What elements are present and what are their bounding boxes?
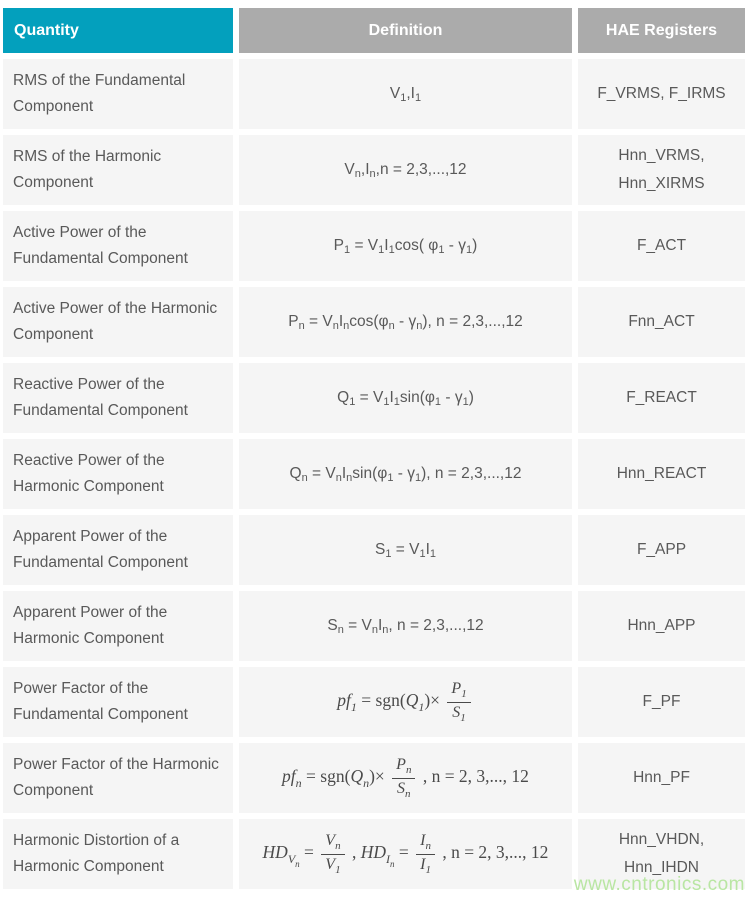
subscript: 1: [387, 471, 394, 484]
definition-formula: [263, 832, 549, 876]
formula-text: = V: [350, 236, 379, 254]
quantity-text: Power Factor of the Harmonic Component: [13, 755, 219, 799]
register-line: Hnn_APP: [627, 617, 696, 635]
subscript: n: [405, 787, 411, 800]
formula-text: , n = 2,3,...,12: [388, 616, 484, 634]
fraction-numerator: [447, 680, 470, 703]
formula-text: - γ: [444, 236, 467, 254]
definition-formula: [375, 541, 436, 560]
definition-formula: [290, 465, 522, 484]
formula-text: S: [452, 703, 461, 721]
registers-text: [628, 308, 694, 336]
formula-text: ,: [347, 842, 361, 863]
quantity-text: Active Power of the Fundamental Component: [13, 223, 188, 267]
quantity-cell: [3, 135, 233, 205]
register-line: Hnn_VHDN,: [618, 831, 705, 849]
subscript: 1: [461, 687, 467, 700]
register-line: Hnn_XIRMS: [618, 175, 705, 192]
formula-text: pf: [282, 766, 296, 787]
fraction: [416, 832, 435, 876]
register-line: F_APP: [636, 541, 687, 559]
fraction-numerator: [416, 832, 435, 855]
formula-text: cos(φ: [349, 312, 389, 330]
registers-text: [626, 384, 697, 412]
register-line: Hnn_PF: [633, 769, 690, 787]
subscript: I: [385, 852, 390, 867]
subscript: 1: [385, 547, 392, 560]
formula-text: = V: [343, 616, 372, 634]
quantity-cell: [3, 211, 233, 281]
subscript: n: [298, 319, 305, 332]
register-line: F_REACT: [626, 389, 697, 407]
quantity-text: Reactive Power of the Fundamental Component: [13, 375, 188, 419]
registers-cell: [578, 211, 745, 281]
subscript: 1: [414, 471, 422, 484]
formula-text: sin(φ: [352, 464, 388, 482]
quantity-text: Power Factor of the Fundamental Component: [13, 679, 188, 723]
subscript: 1: [388, 243, 395, 256]
fraction: [392, 756, 415, 800]
fraction-denominator: [397, 779, 411, 801]
subscript: n: [363, 776, 370, 791]
registers-text: [597, 80, 725, 108]
subscript: n: [337, 623, 344, 636]
fraction-numerator: [321, 832, 344, 855]
quantity-cell: [3, 667, 233, 737]
subscript: n: [301, 471, 308, 484]
subscript: 1: [344, 243, 351, 256]
register-line: Hnn_REACT: [616, 465, 707, 483]
formula-text: P: [333, 236, 345, 254]
subscript: V: [287, 852, 296, 867]
formula-text: )×: [424, 690, 445, 711]
subscript: 1: [462, 395, 469, 408]
formula-text: ), n = 2,3,...,12: [422, 312, 523, 330]
formula-text: I: [420, 831, 426, 849]
formula-text: )×: [369, 766, 390, 787]
registers-cell: [578, 59, 745, 129]
registers-text: [637, 536, 686, 564]
formula-text: = sgn(: [356, 690, 406, 711]
registers-text: [627, 612, 695, 640]
subscript: 1: [434, 395, 442, 408]
definition-cell: [239, 439, 572, 509]
subscript: n: [295, 859, 300, 870]
subscript: n: [416, 319, 423, 332]
fraction-denominator: [325, 855, 340, 877]
registers-text: [637, 232, 686, 260]
formula-text: Q: [289, 464, 302, 482]
subscript: n: [425, 839, 431, 852]
formula-text: I: [377, 616, 383, 634]
subscript: 1: [438, 243, 445, 256]
subscript: n: [389, 859, 395, 870]
definition-formula: [390, 85, 421, 104]
subscript: n: [343, 319, 350, 332]
definition-cell: [239, 211, 572, 281]
definition-cell: [239, 59, 572, 129]
subscript: 1: [466, 243, 473, 256]
subscript: 1: [460, 711, 466, 724]
registers-cell: [578, 591, 745, 661]
formula-text: Q: [337, 388, 350, 406]
formula-text: I: [341, 464, 347, 482]
definition-formula: [344, 161, 466, 180]
formula-text: ,I: [406, 84, 415, 102]
registers-cell: [578, 363, 745, 433]
register-line: Fnn_ACT: [628, 313, 695, 331]
formula-text: =: [394, 842, 414, 863]
registers-cell: [578, 743, 745, 813]
quantity-cell: [3, 59, 233, 129]
subscript: n: [346, 471, 353, 484]
registers-cell: [578, 667, 745, 737]
subscript: 1: [349, 395, 356, 408]
subscript: 1: [418, 700, 425, 715]
watermark-text: www.cntronics.com: [573, 874, 745, 895]
quantity-cell: [3, 439, 233, 509]
quantity-text: RMS of the Harmonic Component: [13, 147, 162, 191]
fraction-denominator: [420, 855, 431, 877]
formula-text: S: [397, 779, 406, 797]
formula-text: = V: [304, 312, 333, 330]
subscript: n: [369, 167, 376, 180]
formula-text: V: [325, 831, 336, 849]
quantity-cell: [3, 287, 233, 357]
quantity-text: Apparent Power of the Harmonic Component: [13, 603, 168, 647]
registers-cell: [578, 287, 745, 357]
definition-cell: [239, 819, 572, 889]
formula-text: - γ: [393, 464, 415, 482]
formula-text: P: [396, 755, 406, 773]
definition-formula: [288, 313, 523, 332]
register-line: F_PF: [642, 693, 681, 711]
formula-text: , n = 2, 3,..., 12: [437, 842, 549, 863]
quantity-text: Harmonic Distortion of a Harmonic Component: [13, 831, 180, 875]
column-header-quantity: Quantity: [3, 8, 233, 53]
definition-formula: [334, 237, 478, 256]
formula-text: ,I: [360, 160, 370, 178]
definition-cell: [239, 363, 572, 433]
register-line: Hnn_IHDN: [624, 859, 699, 876]
definition-cell: [239, 287, 572, 357]
quantity-cell: [3, 819, 233, 889]
definition-cell: [239, 743, 572, 813]
subscript: 1: [378, 243, 385, 256]
quantity-text: Active Power of the Harmonic Component: [13, 299, 218, 343]
quantity-text: Reactive Power of the Harmonic Component: [13, 451, 165, 495]
subscript: 1: [400, 91, 407, 104]
formula-text: - γ: [394, 312, 417, 330]
formula-text: Q: [405, 690, 419, 711]
formula-text: pf: [337, 690, 351, 711]
subscript: n: [295, 776, 302, 791]
registers-text: [633, 764, 690, 792]
definition-formula: [282, 756, 529, 800]
register-line: F_ACT: [636, 237, 687, 255]
formula-text: = V: [355, 388, 384, 406]
fraction-numerator: [392, 756, 415, 779]
subscript: n: [371, 623, 378, 636]
registers-text: [643, 688, 681, 716]
quantity-cell: [3, 363, 233, 433]
register-line: Hnn_VRMS,: [618, 147, 705, 165]
quantity-text: Apparent Power of the Fundamental Component: [13, 527, 188, 571]
fraction: [321, 832, 344, 876]
subscript: n: [405, 763, 412, 776]
formula-text: =: [299, 842, 319, 863]
quantity-text: RMS of the Fundamental Component: [13, 71, 186, 115]
formula-text: cos( φ: [394, 236, 439, 254]
formula-text: HD: [360, 842, 386, 863]
formula-text: S: [374, 540, 386, 558]
definition-formula: [327, 617, 483, 636]
formula-text: V: [325, 855, 336, 873]
subscript: 1: [425, 863, 431, 876]
formula-text: ): [468, 388, 474, 406]
formula-text: = V: [391, 540, 420, 558]
subscript: n: [332, 319, 339, 332]
formula-text: I: [384, 236, 389, 254]
definition-formula: [337, 680, 473, 724]
formula-text: V: [389, 84, 401, 102]
formula-text: = sgn(: [301, 766, 351, 787]
column-header-hae-registers: HAE Registers: [578, 8, 745, 53]
subscript: n: [335, 839, 341, 852]
registers-text: [618, 142, 704, 198]
formula-text: , n = 2, 3,..., 12: [418, 766, 529, 787]
subscript: 1: [350, 700, 357, 715]
registers-text: [617, 460, 707, 488]
subscript: n: [382, 623, 389, 636]
definition-cell: [239, 667, 572, 737]
quantity-cell: [3, 515, 233, 585]
formula-text: - γ: [441, 388, 463, 406]
formula-text: ,n = 2,3,...,12: [375, 160, 467, 178]
subscript: n: [388, 319, 395, 332]
subscript: 1: [383, 395, 390, 408]
subscript: 1: [429, 547, 437, 560]
subscript: n: [335, 471, 342, 484]
quantity-cell: [3, 591, 233, 661]
formula-text: P: [288, 312, 299, 330]
formula-text: HD: [262, 842, 288, 863]
subscript: 1: [414, 91, 422, 104]
subscript: 1: [393, 395, 400, 408]
register-line: F_VRMS, F_IRMS: [597, 85, 726, 103]
formula-text: I: [425, 540, 430, 558]
registers-cell: [578, 515, 745, 585]
fraction: [447, 680, 470, 724]
formula-text: = V: [307, 464, 336, 482]
formula-text: I: [338, 312, 344, 330]
formula-text: P: [451, 679, 462, 697]
definition-cell: [239, 135, 572, 205]
subscript: n: [354, 167, 361, 180]
quantity-cell: [3, 743, 233, 813]
formula-text: S: [327, 616, 338, 634]
formula-text: ): [472, 236, 478, 254]
fraction-denominator: [452, 703, 466, 725]
subscript: 1: [419, 547, 426, 560]
subscript: 1: [335, 863, 341, 876]
definition-cell: [239, 591, 572, 661]
definition-cell: [239, 515, 572, 585]
formula-text: ), n = 2,3,...,12: [421, 464, 522, 482]
formula-text: Q: [350, 766, 364, 787]
definition-formula: [337, 389, 474, 408]
formula-text: I: [420, 855, 426, 873]
registers-cell: [578, 439, 745, 509]
registers-cell: [578, 135, 745, 205]
formula-text: I: [389, 388, 394, 406]
formula-text: sin(φ: [399, 388, 435, 406]
column-header-definition: Definition: [239, 8, 572, 53]
formula-text: V: [344, 160, 355, 178]
